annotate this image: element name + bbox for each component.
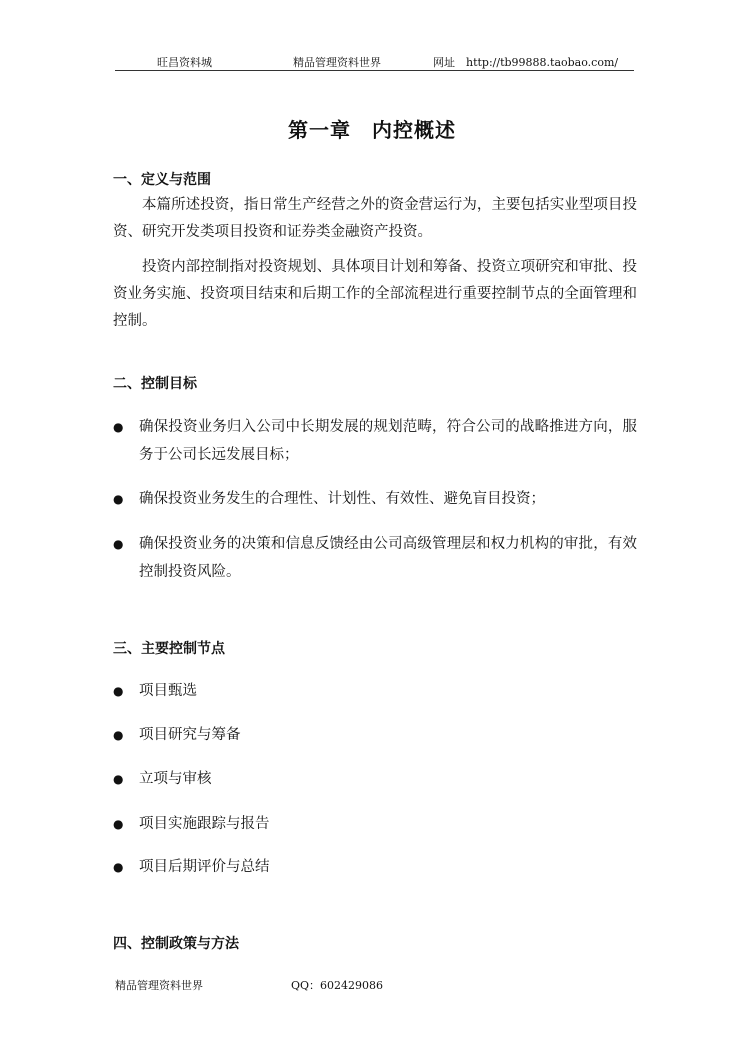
paragraph-internal-control: 投资内部控制指对投资规划、具体项目计划和筹备、投资立项研究和审批、投资业务实施、投资项目结束和后期工作的全部流程进行重要控制节点的全面管理和控制。 bbox=[113, 259, 637, 329]
footer-left-text: 精品管理资料世界 bbox=[115, 979, 203, 992]
list-item-text: 立项与审核 bbox=[139, 771, 212, 787]
page-header bbox=[115, 52, 634, 71]
list-item-text: 确保投资业务发生的合理性、计划性、有效性、避免盲目投资； bbox=[139, 491, 545, 507]
paragraph-definition: 本篇所述投资，指日常生产经营之外的资金营运行为，主要包括实业型项目投资、研究开发类项目投资和证券类金融资产投资。 bbox=[113, 197, 637, 240]
bullet-icon: ● bbox=[113, 684, 124, 698]
list-item-text: 项目后期评价与总结 bbox=[139, 859, 270, 875]
bullet-icon: ● bbox=[113, 537, 124, 551]
list-item bbox=[113, 677, 637, 705]
list-item bbox=[113, 530, 637, 586]
list-item-text: 项目甄选 bbox=[139, 683, 197, 699]
bullet-icon: ● bbox=[113, 728, 124, 742]
section-heading-objectives: 二、控制目标 bbox=[113, 376, 197, 392]
list-item-text: 项目实施跟踪与报告 bbox=[139, 816, 270, 832]
header-left-text: 旺昌资料城 bbox=[157, 56, 212, 69]
bullet-icon: ● bbox=[113, 817, 124, 831]
list-item bbox=[113, 765, 637, 793]
bullet-icon: ● bbox=[113, 492, 124, 506]
header-url-text: 网址 http://tb99888.taobao.com/ bbox=[433, 56, 619, 69]
list-item bbox=[113, 721, 637, 749]
chapter-title: 第一章 内控概述 bbox=[288, 118, 456, 142]
section-heading-control-nodes: 三、主要控制节点 bbox=[113, 641, 225, 657]
bullet-icon: ● bbox=[113, 772, 124, 786]
list-item bbox=[113, 485, 637, 513]
footer-qq-text: QQ：602429086 bbox=[291, 979, 384, 992]
list-item-text: 确保投资业务归入公司中长期发展的规划范畴，符合公司的战略推进方向，服务于公司长远发展目标； bbox=[139, 419, 637, 463]
list-item-text: 确保投资业务的决策和信息反馈经由公司高级管理层和权力机构的审批，有效控制投资风险。 bbox=[139, 536, 637, 580]
list-item bbox=[113, 810, 637, 838]
bullet-icon: ● bbox=[113, 860, 124, 874]
list-item bbox=[113, 853, 637, 881]
section-heading-definition: 一、定义与范围 bbox=[113, 172, 211, 188]
list-item-text: 项目研究与筹备 bbox=[139, 727, 241, 743]
bullet-icon: ● bbox=[113, 420, 124, 434]
section-heading-policies: 四、控制政策与方法 bbox=[113, 936, 239, 952]
header-middle-text: 精品管理资料世界 bbox=[293, 56, 381, 69]
list-item bbox=[113, 413, 637, 469]
